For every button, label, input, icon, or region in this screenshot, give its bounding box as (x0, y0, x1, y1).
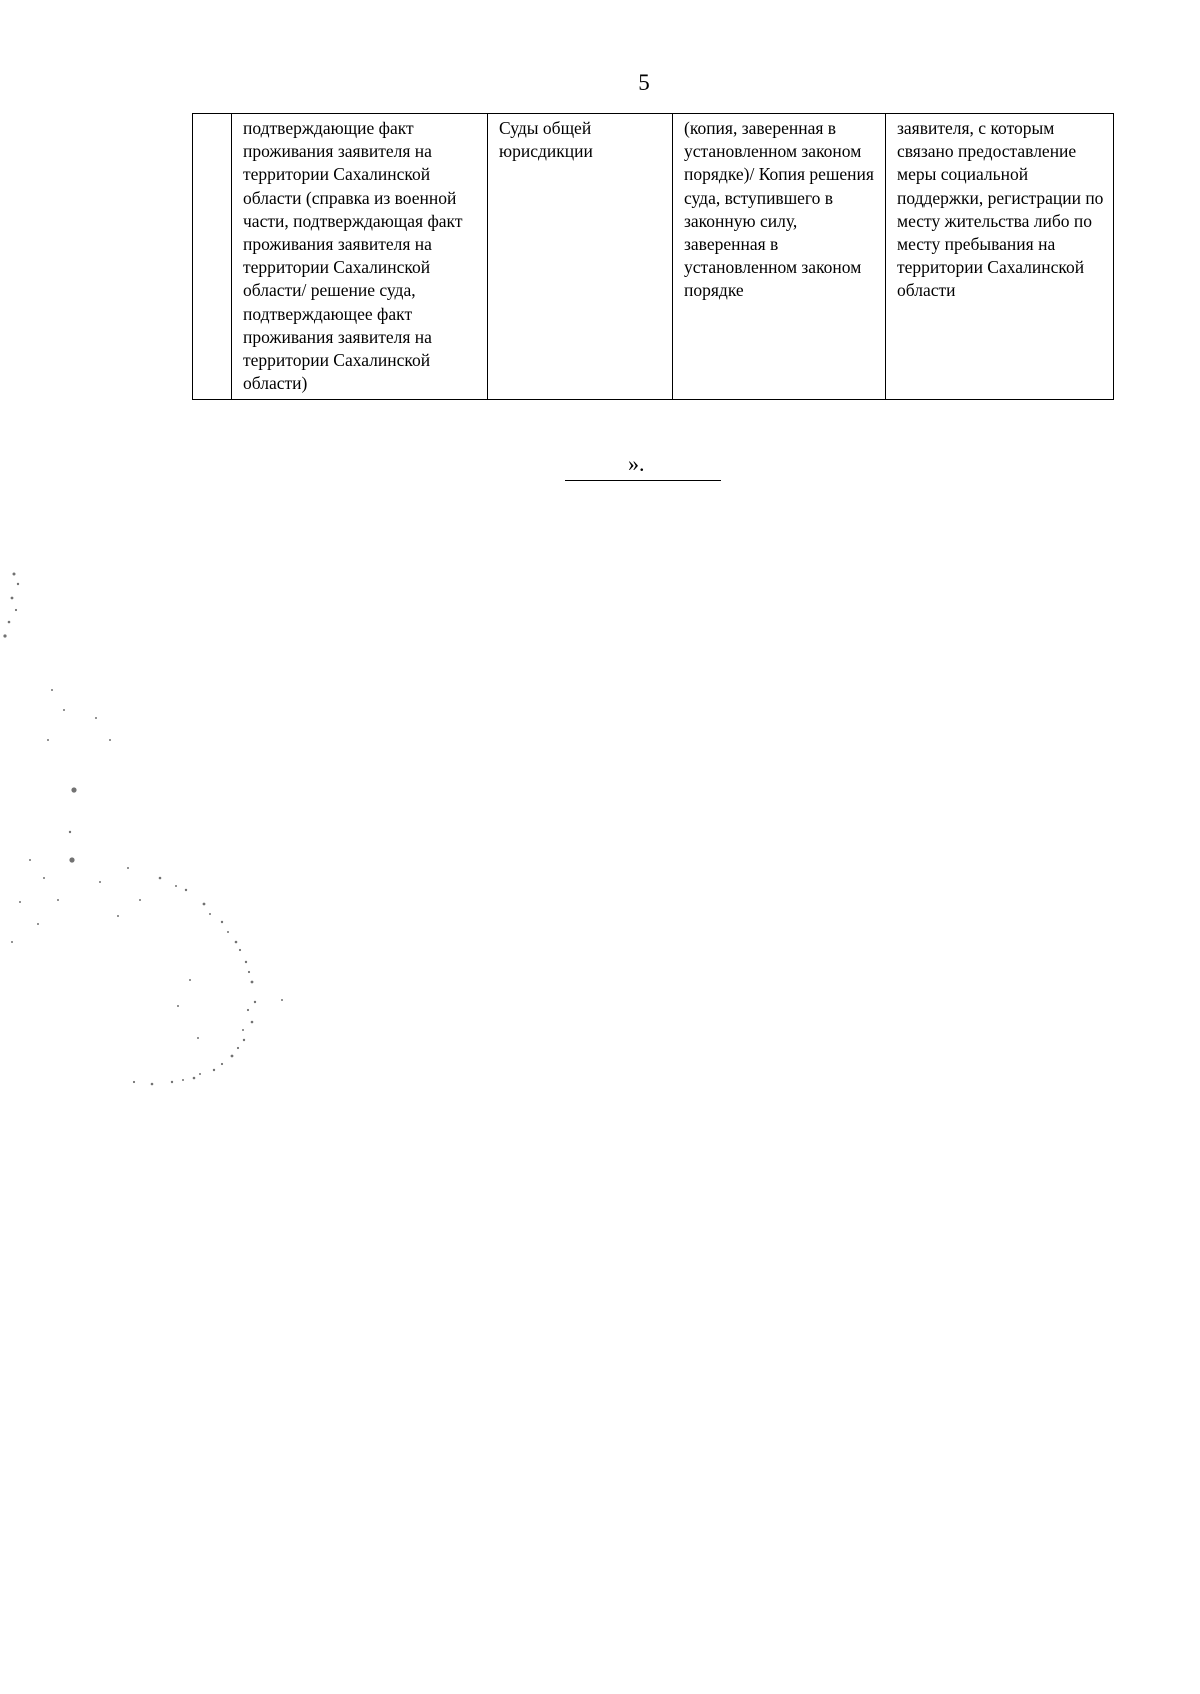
purpose-cell: заявителя, с которым связано предоставление меры социальной поддержки, регистрации по месту жительства либо по месту пребывания на территории Сахалинской области (886, 114, 1114, 400)
end-rule (565, 480, 721, 481)
closing-quote: ». (628, 451, 645, 476)
issuer-cell: Суды общей юрисдикции (488, 114, 673, 400)
stamp-imprint (0, 570, 290, 1110)
document-form-cell: (копия, заверенная в установленном законом порядке)/ Копия решения суда, вступившего в законную силу, заверенная в установленном законом порядке (673, 114, 886, 400)
row-number-cell (193, 114, 232, 400)
page-number: 5 (638, 70, 650, 95)
documents-table (192, 113, 1114, 400)
table-row (193, 114, 1114, 400)
documents-cell: подтверждающие факт проживания заявителя на территории Сахалинской области (справка из военной части, подтверждающая факт проживания заявителя на территории Сахалинской области/ решение суда, подтверждающее факт проживания заявителя на территории Сахалинской области) (232, 114, 488, 400)
